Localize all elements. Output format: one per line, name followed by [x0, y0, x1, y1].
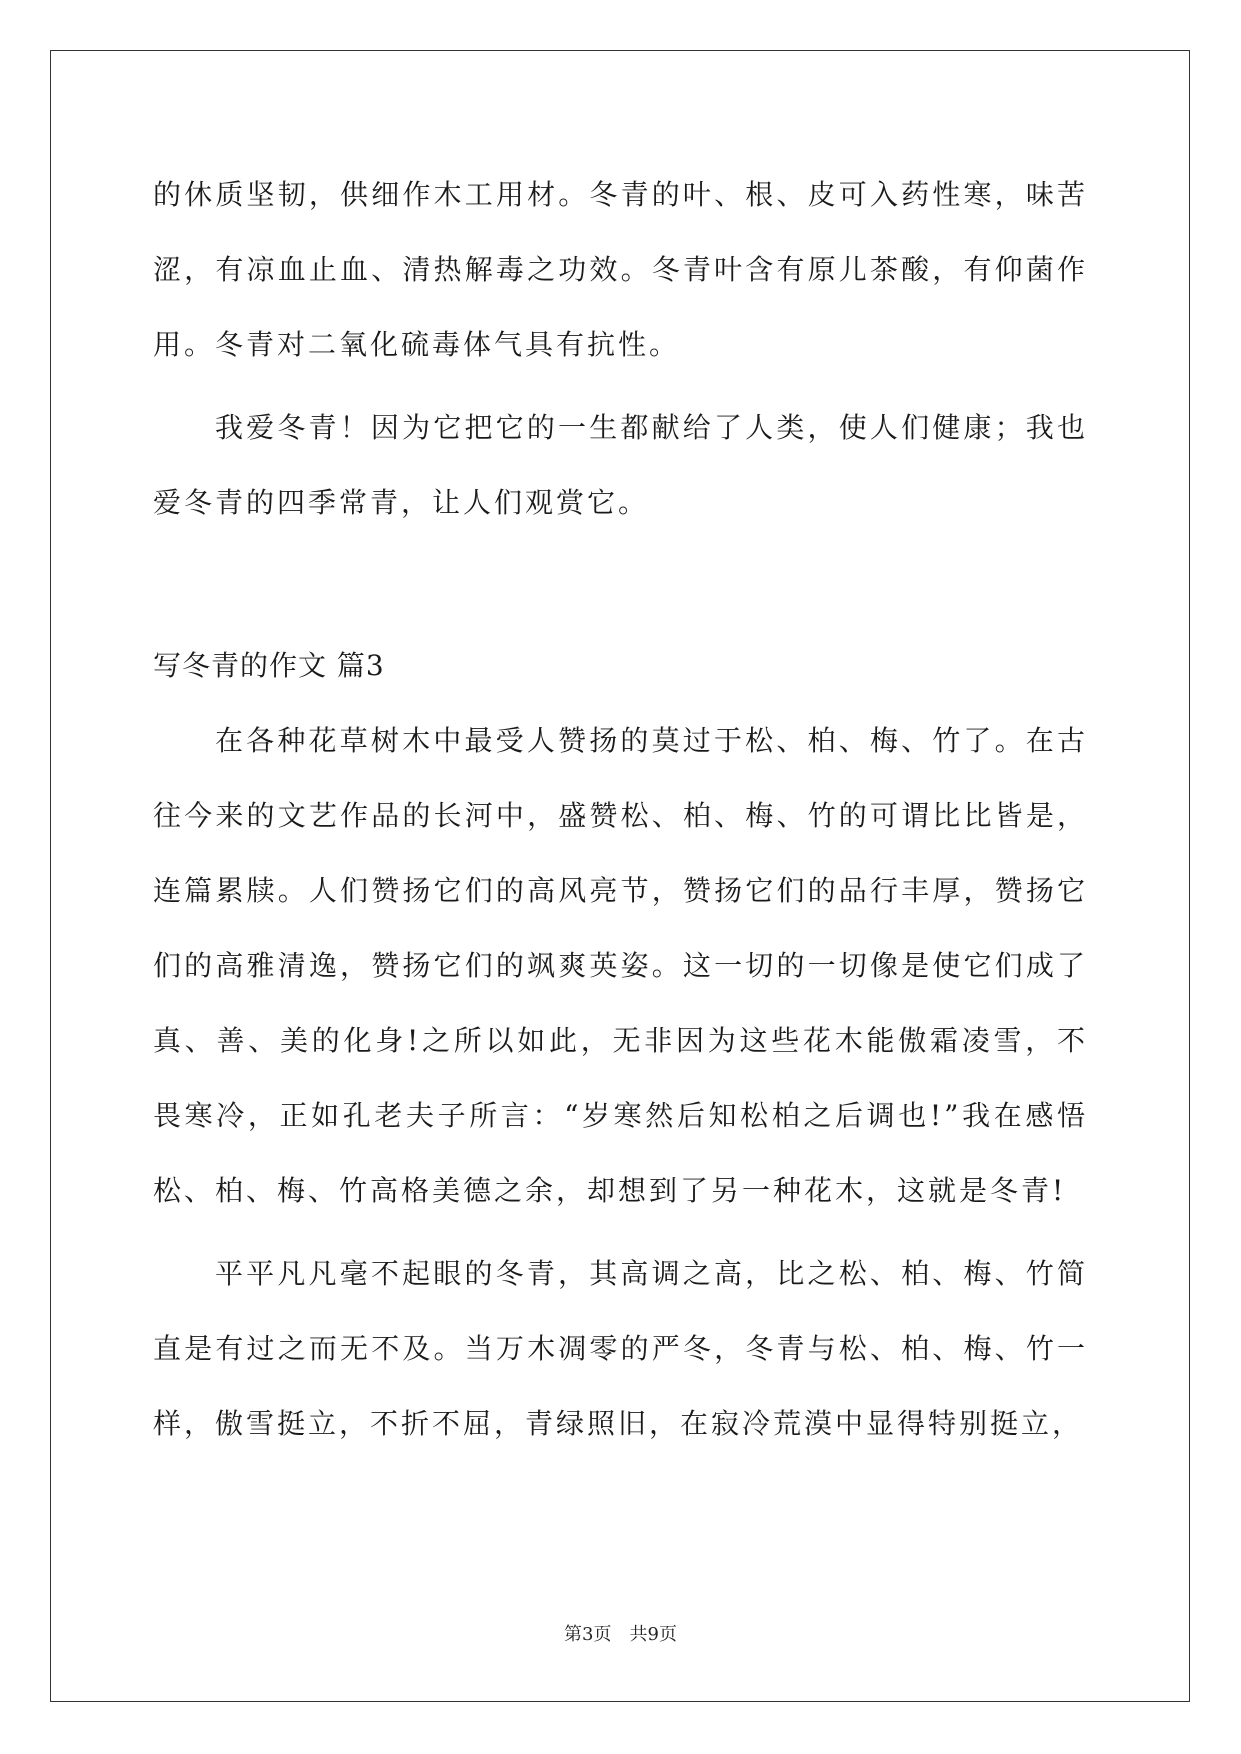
paragraph-continued: 的休质坚韧，供细作木工用材。冬青的叶、根、皮可入药性寒，味苦涩，有凉血止血、清热解毒之功效。冬青叶含有原儿茶酸，有仰菌作用。冬青对二氧化硫毒体气具有抗性。 [153, 178, 1088, 361]
paragraph-section-1: 在各种花草树木中最受人赞扬的莫过于松、柏、梅、竹了。在古往今来的文艺作品的长河中，盛赞松、柏、梅、竹的可谓比比皆是，连篇累牍。人们赞扬它们的高风亮节，赞扬它们的品行丰厚，赞扬它们的高雅清逸，赞扬它们的飒爽英姿。这一切的一切像是使它们成了真、善、美的化身!之所以如此，无非因为这些花木能傲霜凌雪，不畏寒冷，正如孔老夫子所言：“岁寒然后知松柏之后调也!”我在感悟松、柏、梅、竹高格美德之余，却想到了另一种花木，这就是冬青! [153, 724, 1088, 1207]
page-number: 第3页 共9页 [564, 1624, 677, 1645]
paragraph-section-2: 平平凡凡毫不起眼的冬青，其高调之高，比之松、柏、梅、竹简直是有过之而无不及。当万木凋零的严冬，冬青与松、柏、梅、竹一样，傲雪挺立，不折不屈，青绿照旧，在寂冷荒漠中显得特别挺立， [153, 1257, 1088, 1440]
document-body [153, 157, 1088, 1461]
section-title: 写冬青的作文 篇3 [153, 649, 385, 682]
paragraph-love-holly: 我爱冬青！因为它把它的一生都献给了人类，使人们健康；我也爱冬青的四季常青，让人们观赏它。 [153, 411, 1088, 519]
